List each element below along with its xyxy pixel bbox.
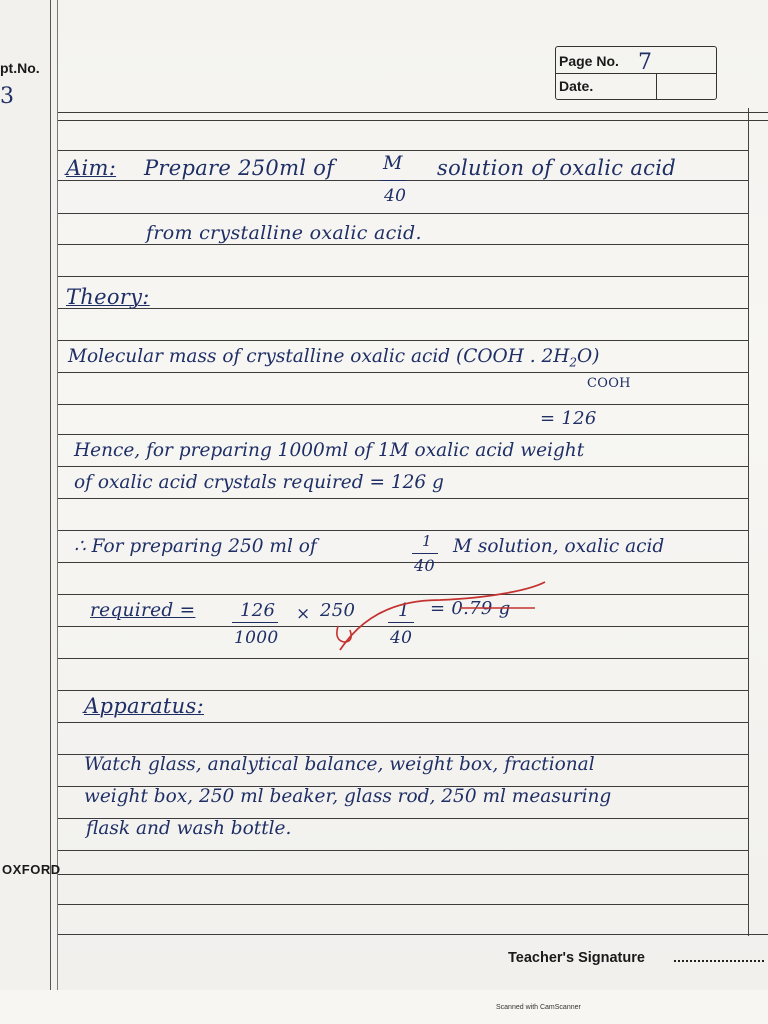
therefore-line: ∴ For preparing 250 ml of [74, 536, 317, 557]
rule-line [58, 874, 748, 875]
req-mid: 250 [320, 600, 356, 621]
expt-number-value: 3 [0, 84, 15, 109]
hence-line2: of oxalic acid crystals required = 126 g [74, 472, 444, 493]
req-den1: 1000 [234, 628, 279, 648]
rule-line [58, 404, 748, 405]
therefore-frac-num: 1 [422, 532, 432, 550]
aim-line1: Prepare 250ml of [144, 156, 335, 180]
red-correction-mark [330, 580, 560, 660]
apparatus-line3: flask and wash bottle. [86, 818, 292, 839]
apparatus-heading: Apparatus: [84, 694, 204, 718]
theory-heading: Theory: [66, 285, 150, 309]
theory-mass-line: Molecular mass of crystalline oxalic acid (COOH . $2H_2O$) [68, 346, 600, 370]
required-label: required = [90, 600, 196, 621]
rule-line [58, 690, 748, 691]
date-label: Date. [559, 78, 594, 94]
req-times: × [296, 604, 311, 624]
rule-line [58, 244, 748, 245]
margin-rule [50, 0, 51, 990]
rule-line [58, 340, 748, 341]
scanner-note: Scanned with CamScanner [496, 1004, 581, 1011]
therefore-frac-bar [412, 553, 438, 554]
rule-line [58, 722, 748, 723]
rule-line [58, 150, 748, 151]
aim-line2: from crystalline oxalic acid. [146, 222, 422, 244]
signature-line [674, 960, 764, 962]
apparatus-line1: Watch glass, analytical balance, weight box, fractional [84, 754, 595, 775]
rule-line [58, 213, 748, 214]
rule-line [58, 498, 748, 499]
rule-line [58, 850, 748, 851]
rule-line [58, 434, 748, 435]
rule-line [58, 530, 748, 531]
aim-frac-bar [380, 180, 406, 181]
rule-line [58, 904, 748, 905]
aim-label: Aim: [66, 156, 117, 180]
therefore-line-end: M solution, oxalic acid [453, 536, 665, 557]
req-num1: 126 [240, 600, 276, 621]
aim-frac-den: 40 [384, 186, 407, 206]
expt-number-label: pt.No. [0, 60, 40, 76]
req-num2: 1 [398, 600, 410, 621]
req-den2: 40 [390, 628, 413, 648]
mass-value: = 126 [540, 408, 597, 429]
rule-line [58, 308, 748, 309]
rule-line [58, 562, 748, 563]
aim-frac-num: M [383, 152, 403, 174]
page-no-value: 7 [638, 50, 653, 75]
rule-line [58, 112, 768, 113]
therefore-frac-den: 40 [414, 556, 435, 575]
aim-line1-end: solution of oxalic acid [437, 156, 676, 180]
page-no-label: Page No. [559, 53, 619, 69]
right-rule [748, 108, 749, 936]
hence-line1: Hence, for preparing 1000ml of 1M oxalic acid weight [74, 440, 585, 461]
rule-line [58, 120, 768, 121]
cooh-bottom: COOH [587, 376, 631, 391]
oxford-logo: OXFORD [2, 862, 61, 877]
rule-line [58, 276, 748, 277]
teacher-signature-label: Teacher's Signature [508, 950, 645, 966]
req-bar1 [232, 622, 278, 623]
req-result: = 0.79 g [430, 598, 511, 619]
rule-line [58, 934, 768, 935]
rule-line [58, 372, 748, 373]
rule-line [58, 466, 748, 467]
apparatus-line2: weight box, 250 ml beaker, glass rod, 250 ml measuring [84, 786, 612, 807]
margin-rule-inner [57, 0, 58, 990]
